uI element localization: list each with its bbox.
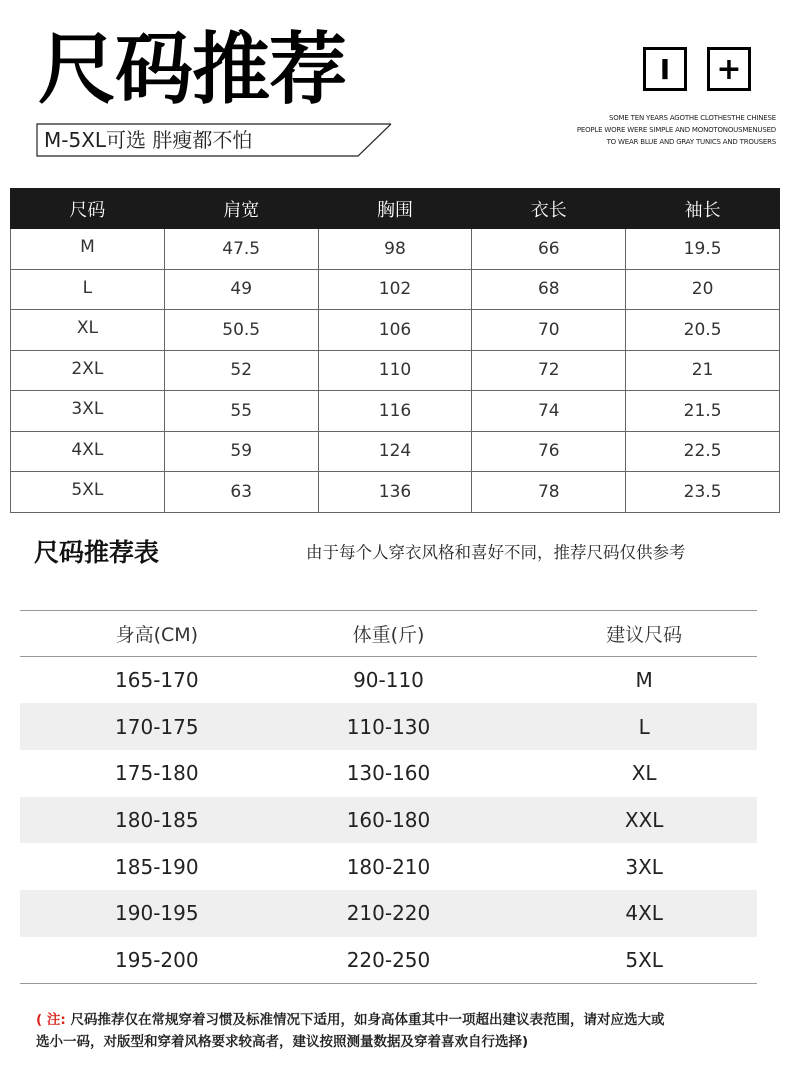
cell-shoulder: 52 (164, 350, 318, 391)
cell-chest: 136 (318, 472, 472, 513)
table-row (11, 350, 780, 391)
subtitle-banner (36, 123, 392, 157)
header-sleeve: 袖长 (626, 189, 780, 229)
cell-weight: 220-250 (266, 937, 512, 984)
cell-height: 170-175 (20, 703, 266, 750)
cell-size: XL (11, 310, 165, 351)
footnote-line-2: 选小一码，对版型和穿着风格要求较高者，建议按照测量数据及穿着喜欢自行选择) (36, 1034, 529, 1050)
table-row (20, 750, 757, 797)
cell-chest: 98 (318, 229, 472, 270)
cell-height: 175-180 (115, 761, 199, 786)
table-row (11, 310, 780, 351)
table-row (20, 797, 757, 844)
cell-length: 72 (472, 350, 626, 391)
cell-weight: 110-130 (266, 703, 512, 750)
cell-suggested-size: 3XL (625, 854, 663, 879)
header-height: 身高(CM) (20, 611, 266, 657)
header-length: 衣长 (472, 189, 626, 229)
cell-suggested-size: 5XL (511, 937, 757, 984)
cell-shoulder: 49 (164, 269, 318, 310)
cell-height: 165-170 (115, 668, 199, 693)
cell-sleeve: 19.5 (626, 229, 780, 270)
cell-height: 195-200 (20, 937, 266, 984)
footnote (36, 1009, 766, 1053)
table-row (20, 657, 757, 704)
cell-chest: 106 (318, 310, 472, 351)
cell-chest: 110 (318, 350, 472, 391)
footnote-label: ( 注: (36, 1012, 66, 1028)
footnote-line-1 (36, 1009, 766, 1031)
cell-shoulder: 55 (164, 391, 318, 432)
table-row (11, 269, 780, 310)
table-row (11, 229, 780, 270)
cell-suggested-size: XL (631, 761, 657, 786)
cell-size: 3XL (11, 391, 165, 432)
i-icon: I (643, 47, 687, 91)
cell-height: 180-185 (20, 797, 266, 844)
cell-size: 5XL (11, 472, 165, 513)
recommend-table-header (20, 611, 757, 657)
cell-suggested-size: L (511, 703, 757, 750)
table-row (20, 890, 757, 937)
cell-weight: 90-110 (353, 668, 424, 693)
cell-chest: 102 (318, 269, 472, 310)
cell-chest: 116 (318, 391, 472, 432)
table-row (20, 843, 757, 890)
cell-sleeve: 21.5 (626, 391, 780, 432)
cell-sleeve: 20 (626, 269, 780, 310)
cell-sleeve: 23.5 (626, 472, 780, 513)
cell-length: 68 (472, 269, 626, 310)
table-row (11, 391, 780, 432)
cell-suggested-size: M (635, 668, 653, 693)
size-table-header (11, 189, 780, 229)
header-shoulder: 肩宽 (164, 189, 318, 229)
cell-size: 2XL (11, 350, 165, 391)
header-suggested-size: 建议尺码 (511, 611, 757, 657)
table-row (20, 937, 757, 984)
page-title: 尺码推荐 (38, 25, 347, 115)
cell-suggested-size: 4XL (511, 890, 757, 937)
recommend-note: 由于每个人穿衣风格和喜好不同，推荐尺码仅供参考 (306, 543, 686, 562)
size-table (10, 188, 780, 513)
cell-height: 190-195 (20, 890, 266, 937)
plus-icon: + (707, 47, 751, 91)
cell-length: 76 (472, 431, 626, 472)
cell-size: L (11, 269, 165, 310)
cell-weight: 130-160 (346, 761, 431, 786)
cell-height: 185-190 (115, 854, 199, 879)
cell-sleeve: 22.5 (626, 431, 780, 472)
slogan (556, 112, 776, 148)
recommend-title: 尺码推荐表 (34, 538, 160, 567)
cell-length: 66 (472, 229, 626, 270)
cell-size: M (11, 229, 165, 270)
cell-weight: 160-180 (266, 797, 512, 844)
cell-shoulder: 59 (164, 431, 318, 472)
table-row (11, 472, 780, 513)
cell-suggested-size: XXL (511, 797, 757, 844)
slogan-line: PEOPLE WORE WERE SIMPLE AND MONOTONOUSMENUSED (576, 126, 776, 134)
cell-shoulder: 63 (164, 472, 318, 513)
cell-weight: 210-220 (266, 890, 512, 937)
footnote-text-1: 尺码推荐仅在常规穿着习惯及标准情况下适用，如身高体重其中一项超出建议表范围，请对应选大或 (65, 1012, 665, 1028)
slogan-line: TO WEAR BLUE AND GRAY TUNICS AND TROUSERS (606, 138, 776, 146)
cell-weight: 180-210 (346, 854, 431, 879)
cell-length: 74 (472, 391, 626, 432)
header-weight: 体重(斤) (266, 611, 512, 657)
table-row (11, 431, 780, 472)
cell-length: 70 (472, 310, 626, 351)
cell-shoulder: 50.5 (164, 310, 318, 351)
subtitle-text: M-5XL可选 胖瘦都不怕 (44, 128, 253, 152)
cell-size: 4XL (11, 431, 165, 472)
slogan-line: SOME TEN YEARS AGOTHE CLOTHESTHE CHINESE (609, 114, 776, 122)
cell-shoulder: 47.5 (164, 229, 318, 270)
cell-sleeve: 20.5 (626, 310, 780, 351)
header-chest: 胸围 (318, 189, 472, 229)
cell-sleeve: 21 (626, 350, 780, 391)
cell-chest: 124 (318, 431, 472, 472)
cell-length: 78 (472, 472, 626, 513)
header-size: 尺码 (11, 189, 165, 229)
table-row (20, 703, 757, 750)
recommend-table (20, 610, 757, 984)
